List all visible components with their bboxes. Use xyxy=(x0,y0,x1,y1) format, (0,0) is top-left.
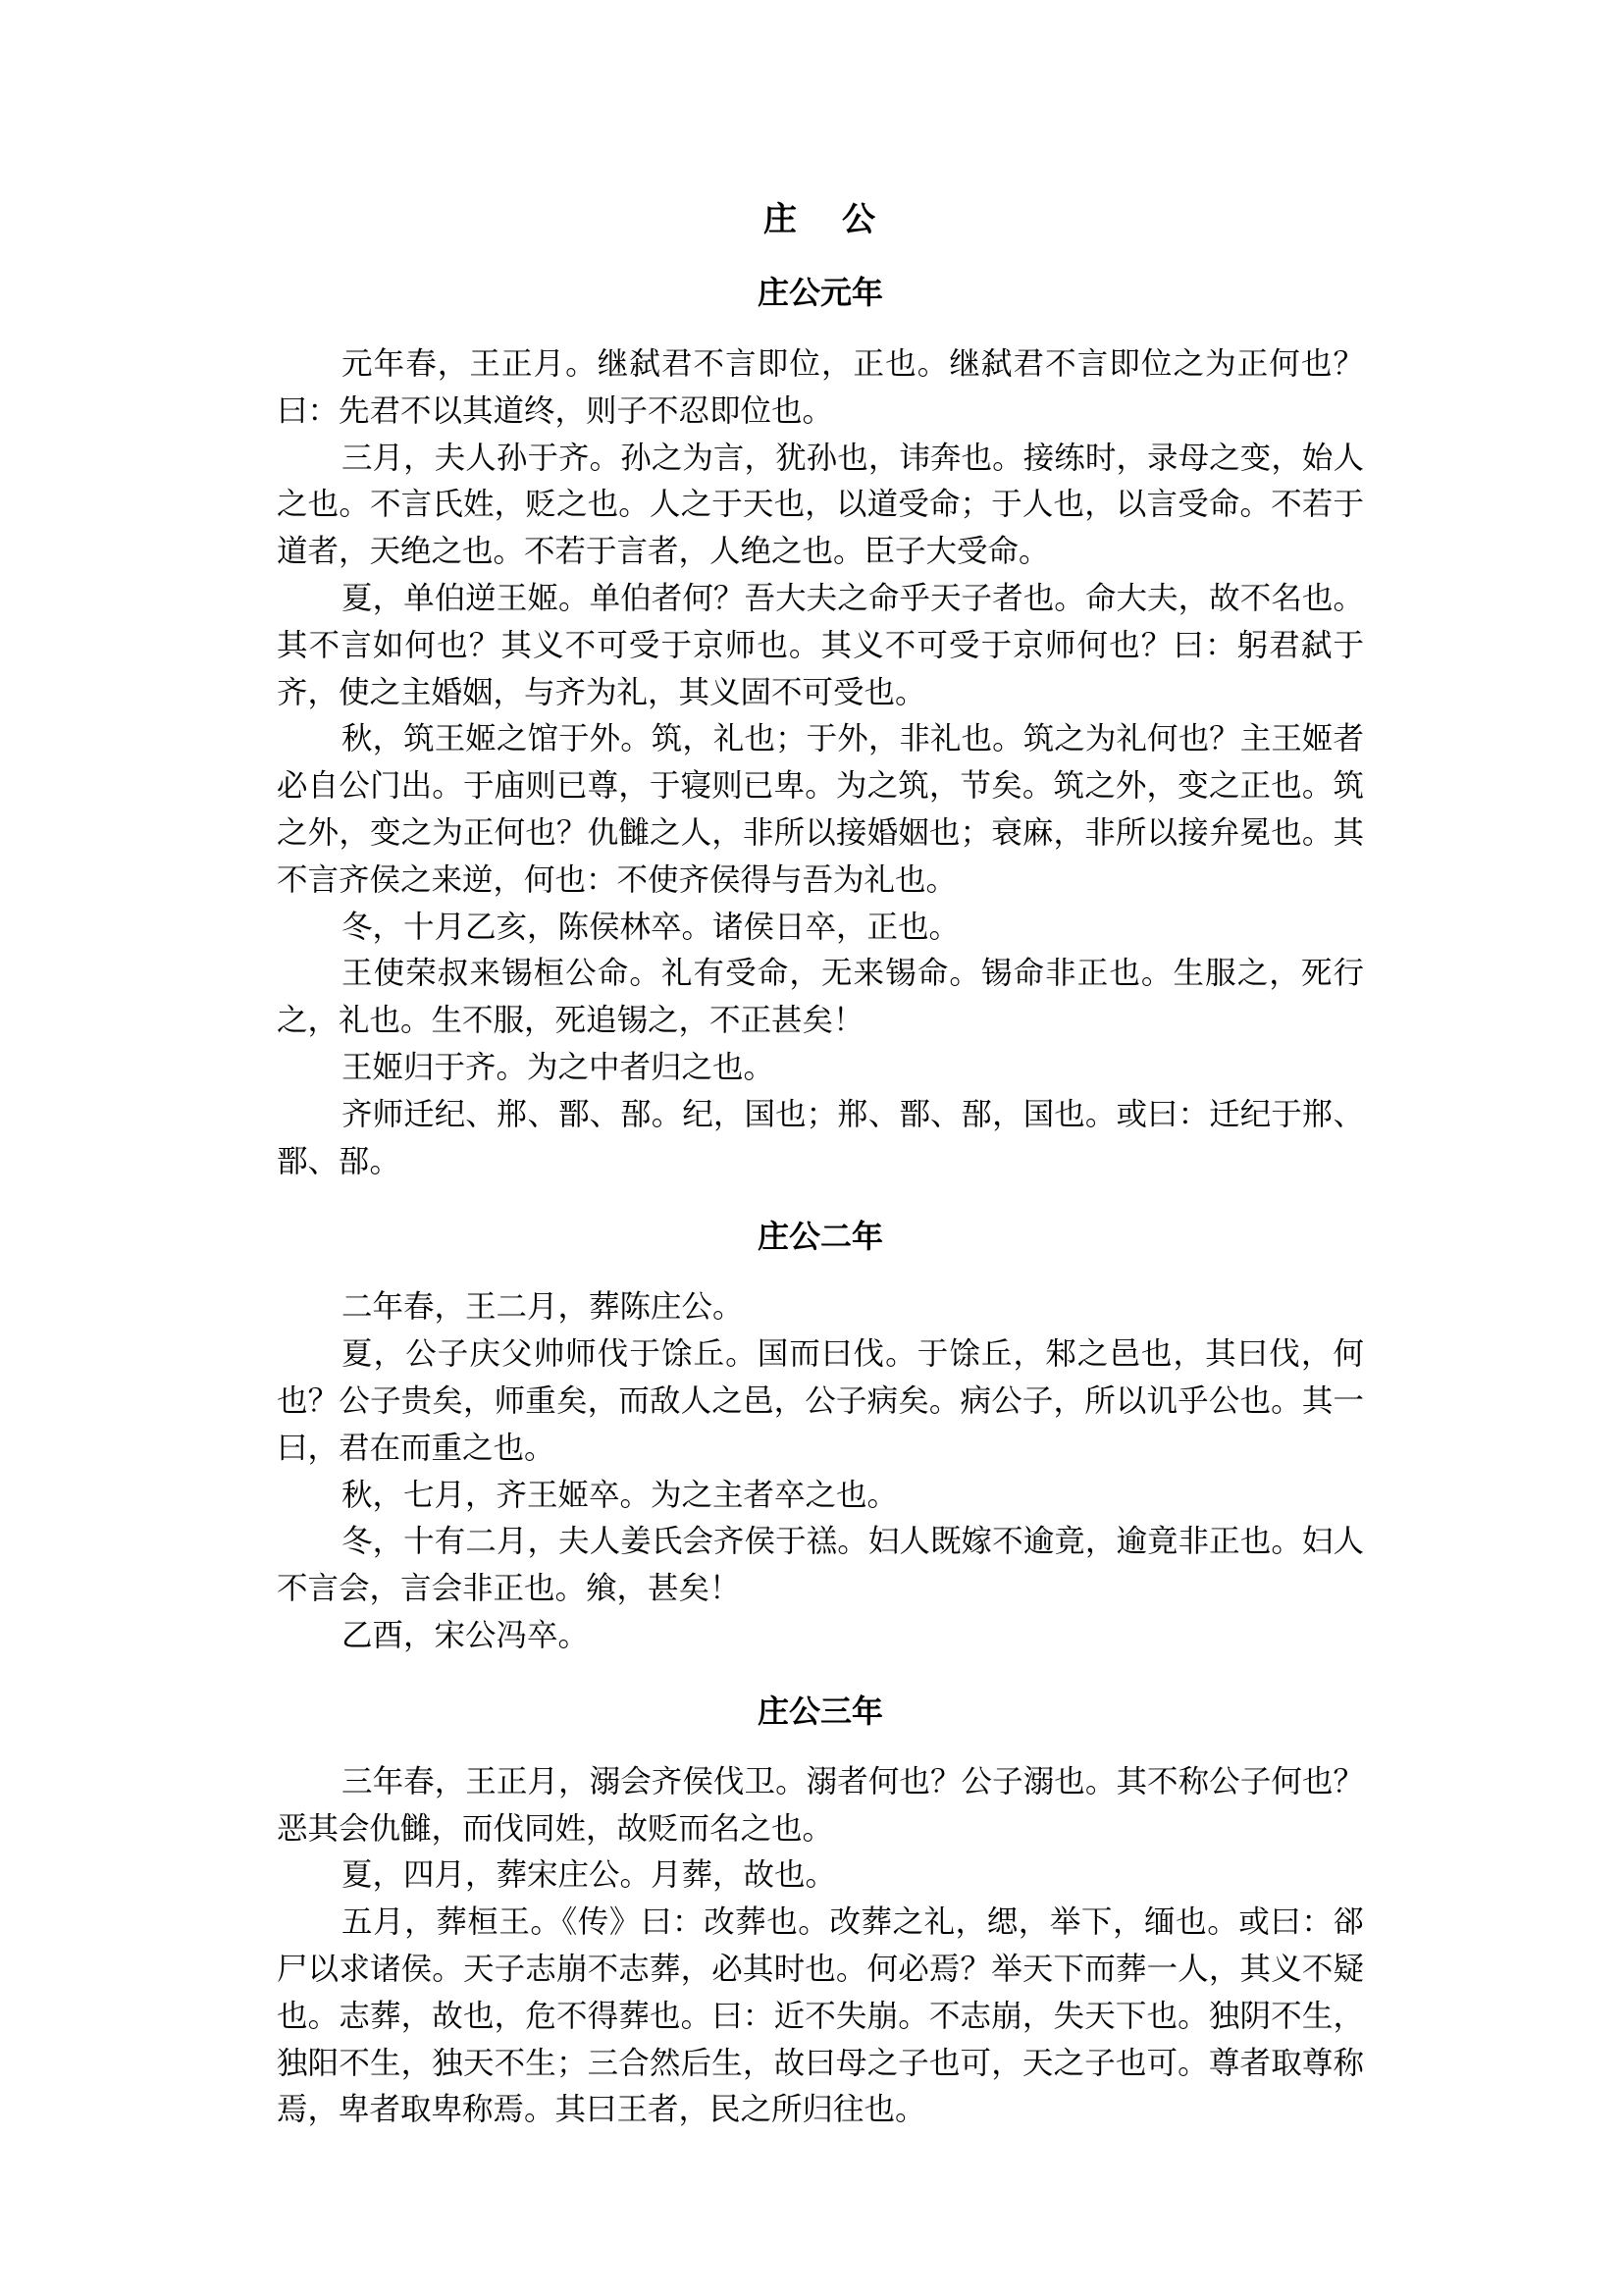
chapter-title xyxy=(277,196,1364,243)
section-title: 庄公二年 xyxy=(757,1218,883,1256)
paragraph: 冬，十月乙亥，陈侯林卒。诸侯日卒，正也。 xyxy=(341,909,961,945)
section-body xyxy=(277,1759,1364,2134)
paragraph: 冬，十有二月，夫人姜氏会齐侯于禚。妇人既嫁不逾竟，逾竟非正也。妇人不言会，言会非正也。飨，甚矣！ xyxy=(277,1524,1364,1607)
paragraph: 五月，葬桓王。《传》曰：改葬也。改葬之礼，缌，举下，缅也。或曰：郤尸以求诸侯。天子志崩不志葬，必其时也。何必焉？举天下而葬一人，其义不疑也。志葬，故也，危不得葬也。曰：近不失崩。不志崩，失天下也。独阴不生，独阳不生，独天不生；三合然后生，故曰母之子也可，天之子也可。尊者取尊称焉，卑者取卑称焉。其曰王者，民之所归往也。 xyxy=(277,1904,1364,2128)
paragraph: 秋，七月，齐王姬卒。为之主者卒之也。 xyxy=(341,1477,899,1513)
paragraph: 二年春，王二月，葬陈庄公。 xyxy=(341,1289,744,1326)
paragraph: 秋，筑王姬之馆于外。筑，礼也；于外，非礼也。筑之为礼何也？主王姬者必自公门出。于庙则已尊，于寝则已卑。为之筑，节矣。筑之外，变之正也。筑之外，变之为正何也？仇雠之人，非所以接婚姻也；衰麻，非所以接弁冕也。其不言齐侯之来逆，何也：不使齐侯得与吾为礼也。 xyxy=(277,721,1364,898)
paragraph: 齐师迁纪、郱、鄑、郚。纪，国也；郱、鄑、郚，国也。或曰：迁纪于郱、鄑、郚。 xyxy=(277,1096,1364,1179)
paragraph: 元年春，王正月。继弑君不言即位，正也。继弑君不言即位之为正何也？曰：先君不以其道终，则子不忍即位也。 xyxy=(277,346,1364,429)
paragraph: 王使荣叔来锡桓公命。礼有受命，无来锡命。锡命非正也。生服之，死行之，礼也。生不服，死追锡之，不正甚矣！ xyxy=(277,956,1364,1039)
chapter-title-part2: 公 xyxy=(842,200,877,239)
paragraph: 王姬归于齐。为之中者归之也。 xyxy=(341,1049,775,1085)
paragraph: 三年春，王正月，溺会齐侯伐卫。溺者何也？公子溺也。其不称公子何也？恶其会仇雠，而伐同姓，故贬而名之也。 xyxy=(277,1763,1364,1847)
section-body xyxy=(277,1284,1364,1659)
section-title: 庄公元年 xyxy=(757,274,883,311)
paragraph: 乙酉，宋公冯卒。 xyxy=(341,1617,590,1653)
section-body xyxy=(277,341,1364,1185)
paragraph: 夏，公子庆父帅师伐于馀丘。国而曰伐。于馀丘，邾之邑也，其曰伐，何也？公子贵矣，师重矣，而敌人之邑，公子病矣。病公子，所以讥乎公也。其一曰，君在而重之也。 xyxy=(277,1336,1364,1466)
paragraph: 夏，单伯逆王姬。单伯者何？吾大夫之命乎天子者也。命大夫，故不名也。其不言如何也？其义不可受于京师也。其义不可受于京师何也？曰：躬君弑于齐，使之主婚姻，与齐为礼，其义固不可受也。 xyxy=(277,580,1364,710)
section-title: 庄公三年 xyxy=(757,1692,883,1730)
document-page xyxy=(277,196,1364,2134)
chapter-title-part1: 庄 xyxy=(763,200,799,239)
paragraph: 三月，夫人孙于齐。孙之为言，犹孙也，讳奔也。接练时，录母之变，始人之也。不言氏姓，贬之也。人之于天也，以道受命；于人也，以言受命。不若于道者，天绝之也。不若于言者，人绝之也。臣子大受命。 xyxy=(277,440,1364,570)
paragraph: 夏，四月，葬宋庄公。月葬，故也。 xyxy=(341,1857,837,1894)
